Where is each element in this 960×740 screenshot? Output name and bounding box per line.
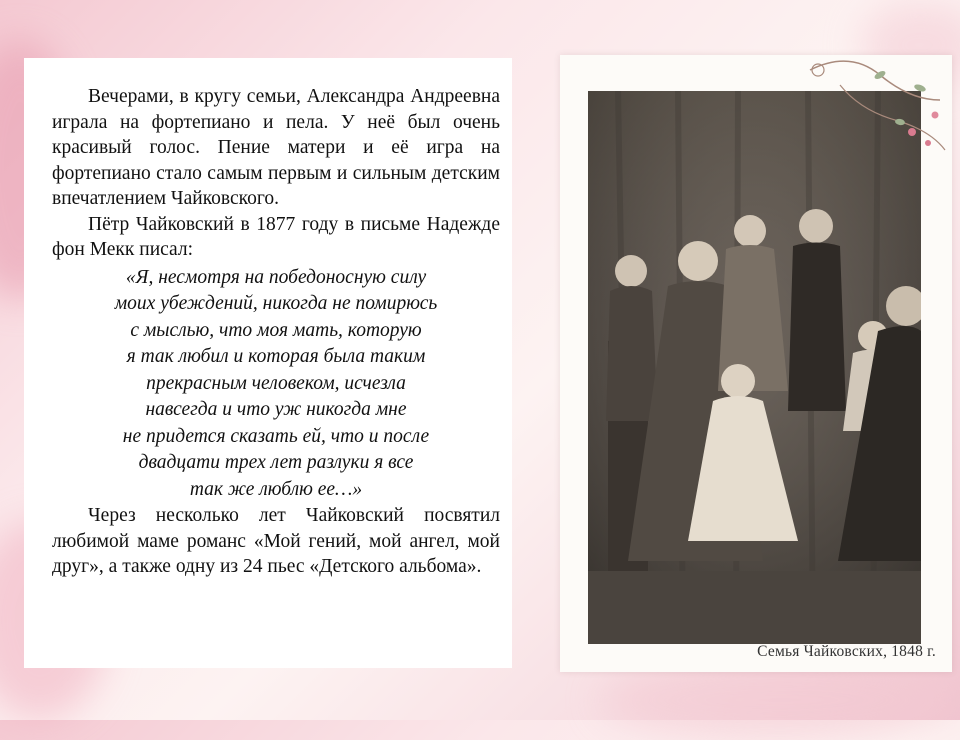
quote-line: не придется сказать ей, что и после: [122, 425, 430, 447]
background-decoration: [600, 660, 960, 740]
quote-line: навсегда и что уж никогда мне: [145, 399, 407, 420]
family-photo: [588, 91, 921, 644]
text-panel: [24, 58, 512, 668]
quote-line: так же люблю ее…»: [189, 478, 363, 500]
floral-vine-decoration: [800, 40, 950, 170]
quote-line: я так любил и которая была таким: [126, 346, 426, 367]
photo-caption: Семья Чайковских, 1848 г.: [757, 643, 936, 660]
paragraph-1: Вечерами, в кругу семьи, Александра Андреевна играла на фортепиано и пела. У неё был очень красивый голос. Пение матери и её игра на фортепиано стало самым первым и сильным детским впечатлением Чайковского.: [52, 86, 500, 209]
quote-line: «Я, несмотря на победоносную силу: [125, 266, 427, 288]
quote-line: моих убеждений, никогда не помирюсь: [114, 293, 438, 314]
quote-line: прекрасным человеком, исчезла: [146, 372, 406, 394]
quote-line: двадцати трех лет разлуки я все: [138, 452, 414, 473]
quote-line: с мыслью, что моя мать, которую: [130, 319, 422, 341]
paragraph-2: Пётр Чайковский в 1877 году в письме Надежде фон Мекк писал:: [52, 213, 500, 260]
family-photo-illustration: [588, 91, 921, 644]
quote-block: [52, 265, 500, 504]
paragraph-3: Через несколько лет Чайковский посвятил любимой маме романс «Мой гений, мой ангел, мой друг», а также одну из 24 пьес «Детского альбома».: [52, 505, 500, 577]
